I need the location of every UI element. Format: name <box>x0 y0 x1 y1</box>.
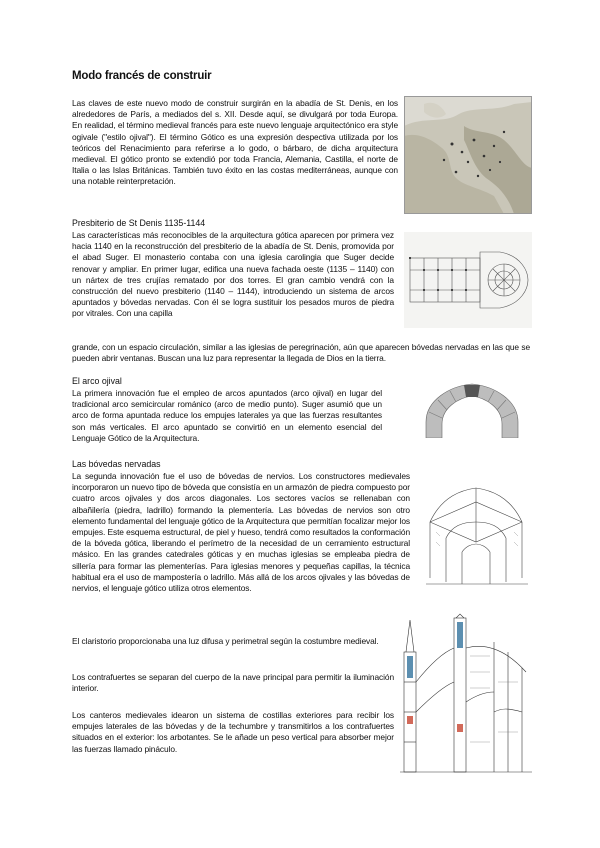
intro-paragraph: Las claves de este nuevo modo de construir surgirán en la abadía de St. Denis, en los alrededores de París, a mediados del s. XII. Desde aquí, se divulgará por toda Europa. En realidad, el término medieval francés para este nuevo lenguaje arquitectónico era style ogivale ("estilo ojival"). El término Gótico es una expresión despectiva utilizada por los teóricos del Renacimiento para referirse a lo godo, o bárbaro, de dicha arquitectura medieval. El gótico pronto se extendió por toda Francia, Alemania, Castilla, el norte de Italia o las Islas Británicas. También tuvo éxito en las costas mediterráneas, aunque con una notable reinterpretación. <box>72 98 398 187</box>
cathedral-section-figure <box>398 612 534 778</box>
st-denis-plan-figure <box>404 232 532 328</box>
canteros-paragraph: Los canteros medievales idearon un sistema de costillas exteriores para recibir los empujes laterales de las bóvedas y de la techumbre y transmitirlos a los contrafuertes situados en el exterior: los arbotantes. Se le añade un peso vertical para absorber mejor las fuerzas llamado pináculo. <box>72 710 394 754</box>
presbiterio-heading: Presbiterio de St Denis 1135-1144 <box>72 218 206 228</box>
presbiterio-paragraph: Las características más reconocibles de la arquitectura gótica aparecen por primera vez hacia 1140 en la reconstrucción del presbiterio de la abadía de St. Denis, promovida por el abad Suger. El monasterio contaba con una iglesia carolingia que Suger decide renovar y ampliar. En primer lugar, edifica una nueva fachada oeste (1135 – 1140) con un nártex de tres crujías rematado por dos torres. El gran cambio vendrá con la construcción del nuevo presbiterio (1140 – 1144), introduciendo un sistema de arcos apuntados y bóvedas nervadas. Con él se logra sustituir los pesados muros de piedra por vitrales. Con una capilla <box>72 230 394 319</box>
presbiterio-paragraph-continued: grande, con un espacio circulación, similar a las iglesias de peregrinación, aún que aparecen bóvedas nervadas en las que se pueden abrir ventanas. Buscan una luz para representar la llegada de Dios en la tierra. <box>72 342 530 364</box>
pointed-arch-figure <box>420 382 524 438</box>
arco-paragraph: La primera innovación fue el empleo de arcos apuntados (arco ojival) en lugar del tradicional arco semicircular románico (arco de medio punto). Suger asumió que un arco de forma apuntada reduce los empujes laterales ya que las fuerzas resultantes son más verticales. El arco apuntado se convirtió en un elemento esencial del Lenguaje Gótico de la Arquitectura. <box>72 388 382 443</box>
rib-vault-figure <box>422 482 532 590</box>
page-title: Modo francés de construir <box>72 70 212 82</box>
bovedas-heading: Las bóvedas nervadas <box>72 459 161 469</box>
europe-map-figure <box>404 96 532 214</box>
contrafuertes-paragraph: Los contrafuertes se separan del cuerpo de la nave principal para permitir la iluminación interior. <box>72 672 394 694</box>
bovedas-paragraph: La segunda innovación fue el uso de bóvedas de nervios. Los constructores medievales incorporaron un nuevo tipo de bóveda que consistía en un armazón de piedra compuesto por cuatro arcos ojivales y dos arcos diagonales. Los sectores vacíos se rellenaban con albañilería (piedra, ladrillo) formando la plementería. Las bóvedas de nervios son otro elemento fundamental del lenguaje gótico de la Arquitectura que permitían focalizar mejor los empujes. Este esquema estructural, de piel y hueso, tendrá como resultados la conformación de la bóveda gótica, liberando el perímetro de la necesidad de un cerramiento estructural másico. En las grandes catedrales góticas y en muchas iglesias se empleaba piedra de sillería para formar las plementerías. Para iglesias menores y pequeñas capillas, la técnica habitual era el uso de mampostería o ladrillo. Más allá de los arcos ojivales y las bóvedas de nervios, el lenguaje gótico utiliza otros elementos. <box>72 471 410 594</box>
arco-heading: El arco ojival <box>72 376 122 386</box>
claristorio-paragraph: El claristorio proporcionaba una luz difusa y perimetral según la costumbre medieval. <box>72 636 379 646</box>
